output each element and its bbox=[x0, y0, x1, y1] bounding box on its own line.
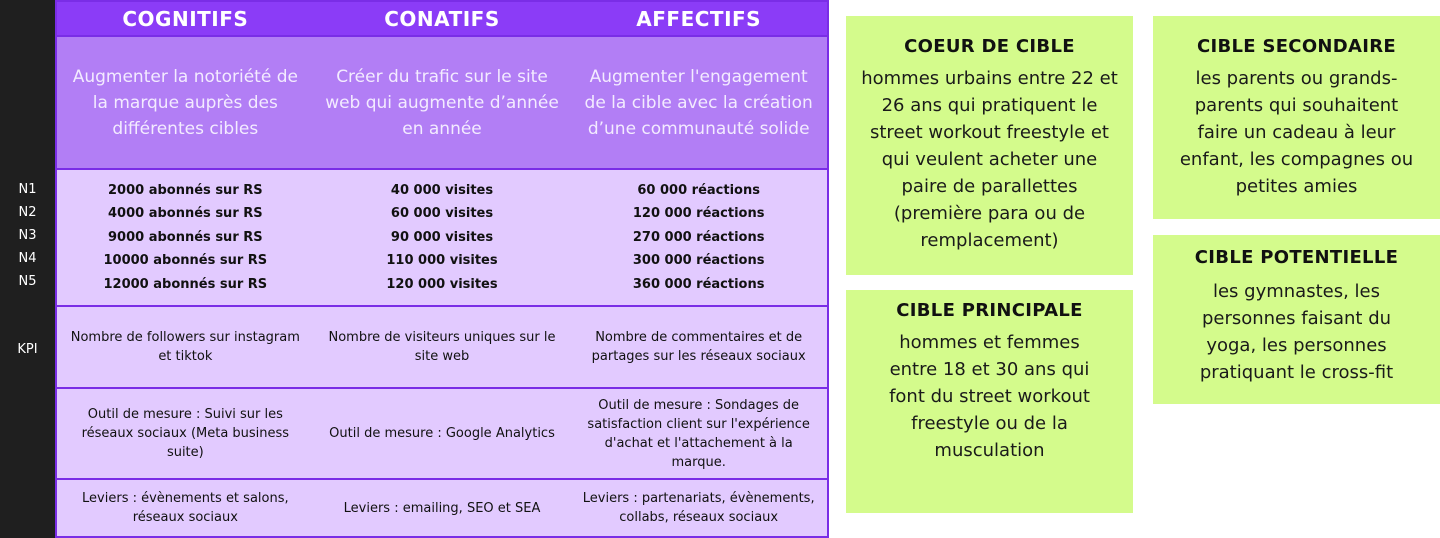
level-value: 300 000 réactions bbox=[632, 253, 765, 269]
levels-cognitifs bbox=[57, 170, 314, 305]
tool-affectifs: Outil de mesure : Sondages de satisfaction client sur l'expérience d'achat et l'attachement à la marque. bbox=[587, 397, 810, 470]
card-text: les gymnastes, les personnes faisant du yoga, les personnes pratiquant le cross-fit bbox=[1199, 281, 1394, 383]
objective-affectifs: Augmenter l'engagement de la cible avec la création d’une communauté solide bbox=[584, 66, 813, 139]
card-coeur-de-cible bbox=[846, 16, 1133, 275]
level-value: 270 000 réactions bbox=[632, 229, 765, 245]
card-title: CIBLE PRINCIPALE bbox=[896, 300, 1083, 321]
card-cible-potentielle bbox=[1153, 235, 1440, 404]
objective-cognitifs: Augmenter la notoriété de la marque auprès des différentes cibles bbox=[72, 66, 298, 139]
tool-conatifs: Outil de mesure : Google Analytics bbox=[329, 426, 555, 441]
level-label-n4: N4 bbox=[18, 251, 37, 266]
card-cible-secondaire bbox=[1153, 16, 1440, 219]
levers-cognitifs: Leviers : évènements et salons, réseaux sociaux bbox=[82, 491, 289, 525]
levels-row bbox=[55, 168, 829, 307]
levels-affectifs bbox=[570, 170, 827, 305]
objective-row bbox=[55, 37, 829, 168]
level-value: 60 000 visites bbox=[390, 206, 494, 222]
level-value: 10000 abonnés sur RS bbox=[103, 253, 268, 269]
kpi-affectifs: Nombre de commentaires et de partages sur les réseaux sociaux bbox=[591, 330, 806, 364]
measurement-tool-row bbox=[55, 387, 829, 480]
card-text: hommes et femmes entre 18 et 30 ans qui font du street workout freestyle ou de la musculation bbox=[889, 332, 1090, 461]
levels-conatifs bbox=[314, 170, 571, 305]
card-title: CIBLE SECONDAIRE bbox=[1196, 36, 1397, 57]
level-value: 120 000 réactions bbox=[632, 206, 765, 222]
card-text: les parents ou grands-parents qui souhaitent faire un cadeau à leur enfant, les compagnes ou petites amies bbox=[1179, 68, 1414, 197]
objective-conatifs: Créer du trafic sur le site web qui augmente d’année en année bbox=[325, 66, 559, 139]
level-label-strip bbox=[0, 0, 55, 538]
level-label-n1: N1 bbox=[18, 182, 37, 197]
level-value: 12000 abonnés sur RS bbox=[103, 276, 268, 292]
header-affectifs: AFFECTIFS bbox=[636, 6, 762, 31]
level-value: 4000 abonnés sur RS bbox=[108, 206, 263, 222]
level-label-n2: N2 bbox=[18, 205, 37, 220]
level-value: 360 000 réactions bbox=[632, 276, 765, 292]
level-value: 40 000 visites bbox=[390, 182, 494, 198]
tool-cognitifs: Outil de mesure : Suivi sur les réseaux sociaux (Meta business suite) bbox=[81, 407, 290, 460]
kpi-conatifs: Nombre de visiteurs uniques sur le site web bbox=[328, 330, 556, 364]
kpi-row bbox=[55, 307, 829, 387]
header-row bbox=[55, 0, 829, 37]
levers-row bbox=[55, 480, 829, 538]
level-value: 60 000 réactions bbox=[637, 182, 760, 198]
level-value: 90 000 visites bbox=[390, 229, 494, 245]
card-title: CIBLE POTENTIELLE bbox=[1194, 247, 1399, 268]
card-title: COEUR DE CIBLE bbox=[904, 36, 1075, 57]
card-cible-principale bbox=[846, 290, 1133, 513]
card-text: hommes urbains entre 22 et 26 ans qui pratiquent le street workout freestyle et qui veulent acheter une paire de parallettes (première para ou de remplacement) bbox=[861, 68, 1118, 251]
level-label-n3: N3 bbox=[18, 228, 37, 243]
header-conatifs: CONATIFS bbox=[384, 6, 500, 31]
level-value: 9000 abonnés sur RS bbox=[108, 229, 263, 245]
levers-conatifs: Leviers : emailing, SEO et SEA bbox=[343, 500, 541, 516]
level-value: 2000 abonnés sur RS bbox=[108, 182, 263, 198]
header-cognitifs: COGNITIFS bbox=[122, 6, 249, 31]
kpi-label: KPI bbox=[17, 342, 38, 357]
kpi-cognitifs: Nombre de followers sur instagram et tiktok bbox=[70, 330, 300, 364]
levers-affectifs: Leviers : partenariats, évènements, collabs, réseaux sociaux bbox=[582, 491, 815, 525]
level-value: 120 000 visites bbox=[386, 276, 498, 292]
objectives-table bbox=[55, 0, 829, 538]
level-label-n5: N5 bbox=[18, 274, 37, 289]
level-value: 110 000 visites bbox=[386, 253, 498, 269]
